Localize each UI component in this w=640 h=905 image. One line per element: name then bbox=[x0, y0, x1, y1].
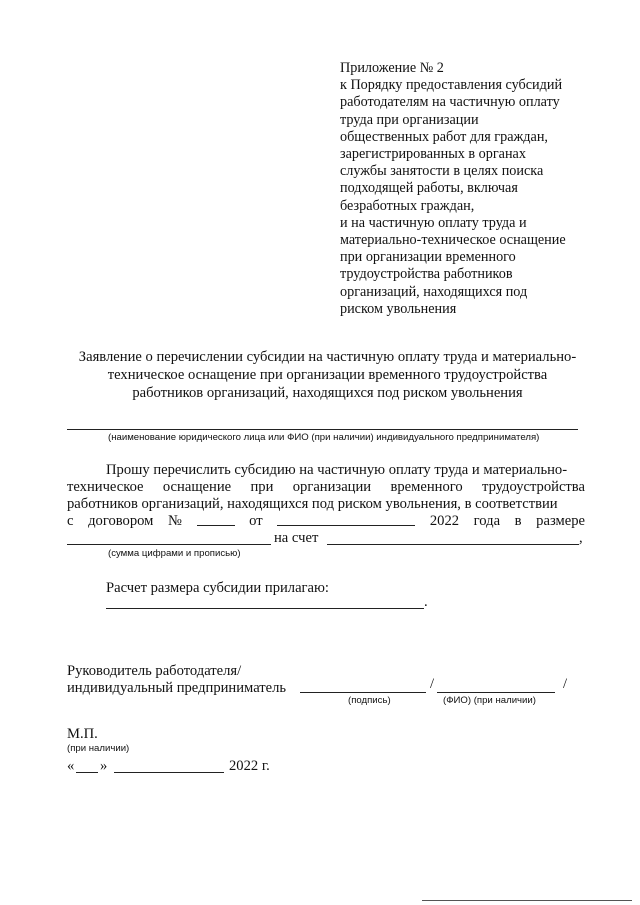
scan-edge-line bbox=[422, 900, 632, 901]
appendix-line: службы занятости в целях поиска bbox=[340, 163, 544, 180]
request-word: оснащение bbox=[162, 479, 232, 495]
word-from: от bbox=[249, 513, 263, 529]
signature-slash-2: / bbox=[563, 676, 568, 692]
appendix-line: Приложение № 2 bbox=[340, 60, 444, 76]
appendix-line: трудоустройства работников bbox=[340, 266, 513, 283]
appendix-line: работодателям на частичную оплату bbox=[340, 94, 560, 111]
appendix-line: зарегистрированных в органах bbox=[340, 146, 526, 163]
appendix-line: организаций, находящихся под bbox=[340, 283, 528, 300]
appendix-line: труда при организации bbox=[340, 111, 479, 128]
request-line-4 bbox=[67, 513, 585, 530]
request-word: организации bbox=[292, 479, 372, 495]
request-line-3: работников организаций, находящихся под риском увольнения, в соответствии bbox=[67, 496, 558, 512]
date-year: 2022 г. bbox=[229, 758, 270, 774]
appendix-header bbox=[340, 60, 610, 318]
appendix-line: общественных работ для граждан, bbox=[340, 128, 548, 145]
number-sign: № bbox=[167, 513, 182, 529]
request-word: трудоустройства bbox=[482, 479, 585, 495]
appendix-line: к Порядку предоставления субсидий bbox=[340, 77, 563, 94]
calculation-end-period: . bbox=[424, 594, 428, 610]
date-month-field[interactable] bbox=[114, 772, 224, 773]
word-contract: договором bbox=[88, 513, 154, 529]
stamp-caption: (при наличии) bbox=[67, 743, 130, 754]
account-label: на счет bbox=[274, 530, 319, 546]
request-word: техническое bbox=[67, 479, 144, 495]
date-quote-close: » bbox=[100, 758, 108, 774]
document-title bbox=[40, 349, 615, 402]
word-in: в bbox=[514, 513, 522, 529]
calculation-field[interactable] bbox=[106, 608, 424, 609]
contract-number-field[interactable] bbox=[197, 513, 235, 526]
signature-caption: (подпись) bbox=[348, 695, 391, 706]
date-quote-open: « bbox=[67, 758, 75, 774]
word-amount: размере bbox=[536, 513, 585, 529]
request-word: при bbox=[250, 479, 274, 495]
request-line-2 bbox=[67, 479, 585, 496]
title-line: Заявление о перечислении субсидии на частичную оплату труда и материально- bbox=[78, 349, 577, 365]
applicant-name-field[interactable] bbox=[67, 429, 578, 430]
title-line: техническое оснащение при организации временного трудоустройства bbox=[107, 366, 548, 383]
appendix-line: безработных граждан, bbox=[340, 197, 475, 214]
fio-field[interactable] bbox=[437, 692, 555, 693]
applicant-name-caption: (наименование юридического лица или ФИО (при наличии) индивидуального предпринимателя) bbox=[108, 432, 540, 443]
appendix-line: подходящей работы, включая bbox=[340, 180, 518, 197]
contract-date-field[interactable] bbox=[277, 513, 415, 526]
contract-year: 2022 bbox=[429, 513, 460, 529]
stamp-label: М.П. bbox=[67, 726, 98, 742]
signatory-title-line-2: индивидуальный предприниматель bbox=[67, 680, 287, 696]
sum-caption: (сумма цифрами и прописью) bbox=[108, 548, 241, 559]
appendix-line: и на частичную оплату труда и bbox=[340, 214, 527, 231]
request-line-1: Прошу перечислить субсидию на частичную оплату труда и материально- bbox=[106, 462, 568, 478]
word-year: года bbox=[473, 513, 501, 529]
word-c: с bbox=[67, 513, 74, 529]
signature-field[interactable] bbox=[300, 692, 426, 693]
signature-slash-1: / bbox=[430, 676, 435, 692]
calculation-label: Расчет размера субсидии прилагаю: bbox=[106, 580, 329, 596]
subsidy-sum-field[interactable] bbox=[67, 544, 271, 545]
appendix-line: материально-техническое оснащение bbox=[340, 232, 566, 249]
fio-caption: (ФИО) (при наличии) bbox=[443, 695, 536, 706]
appendix-line: при организации временного bbox=[340, 249, 516, 266]
request-word: временного bbox=[390, 479, 463, 495]
date-day-field[interactable] bbox=[76, 772, 98, 773]
account-number-field[interactable] bbox=[327, 544, 579, 545]
account-end-comma: , bbox=[579, 530, 583, 546]
signatory-title-line-1: Руководитель работодателя/ bbox=[67, 663, 242, 679]
title-line: работников организаций, находящихся под риском увольнения bbox=[132, 384, 523, 401]
appendix-line: риском увольнения bbox=[340, 300, 457, 317]
